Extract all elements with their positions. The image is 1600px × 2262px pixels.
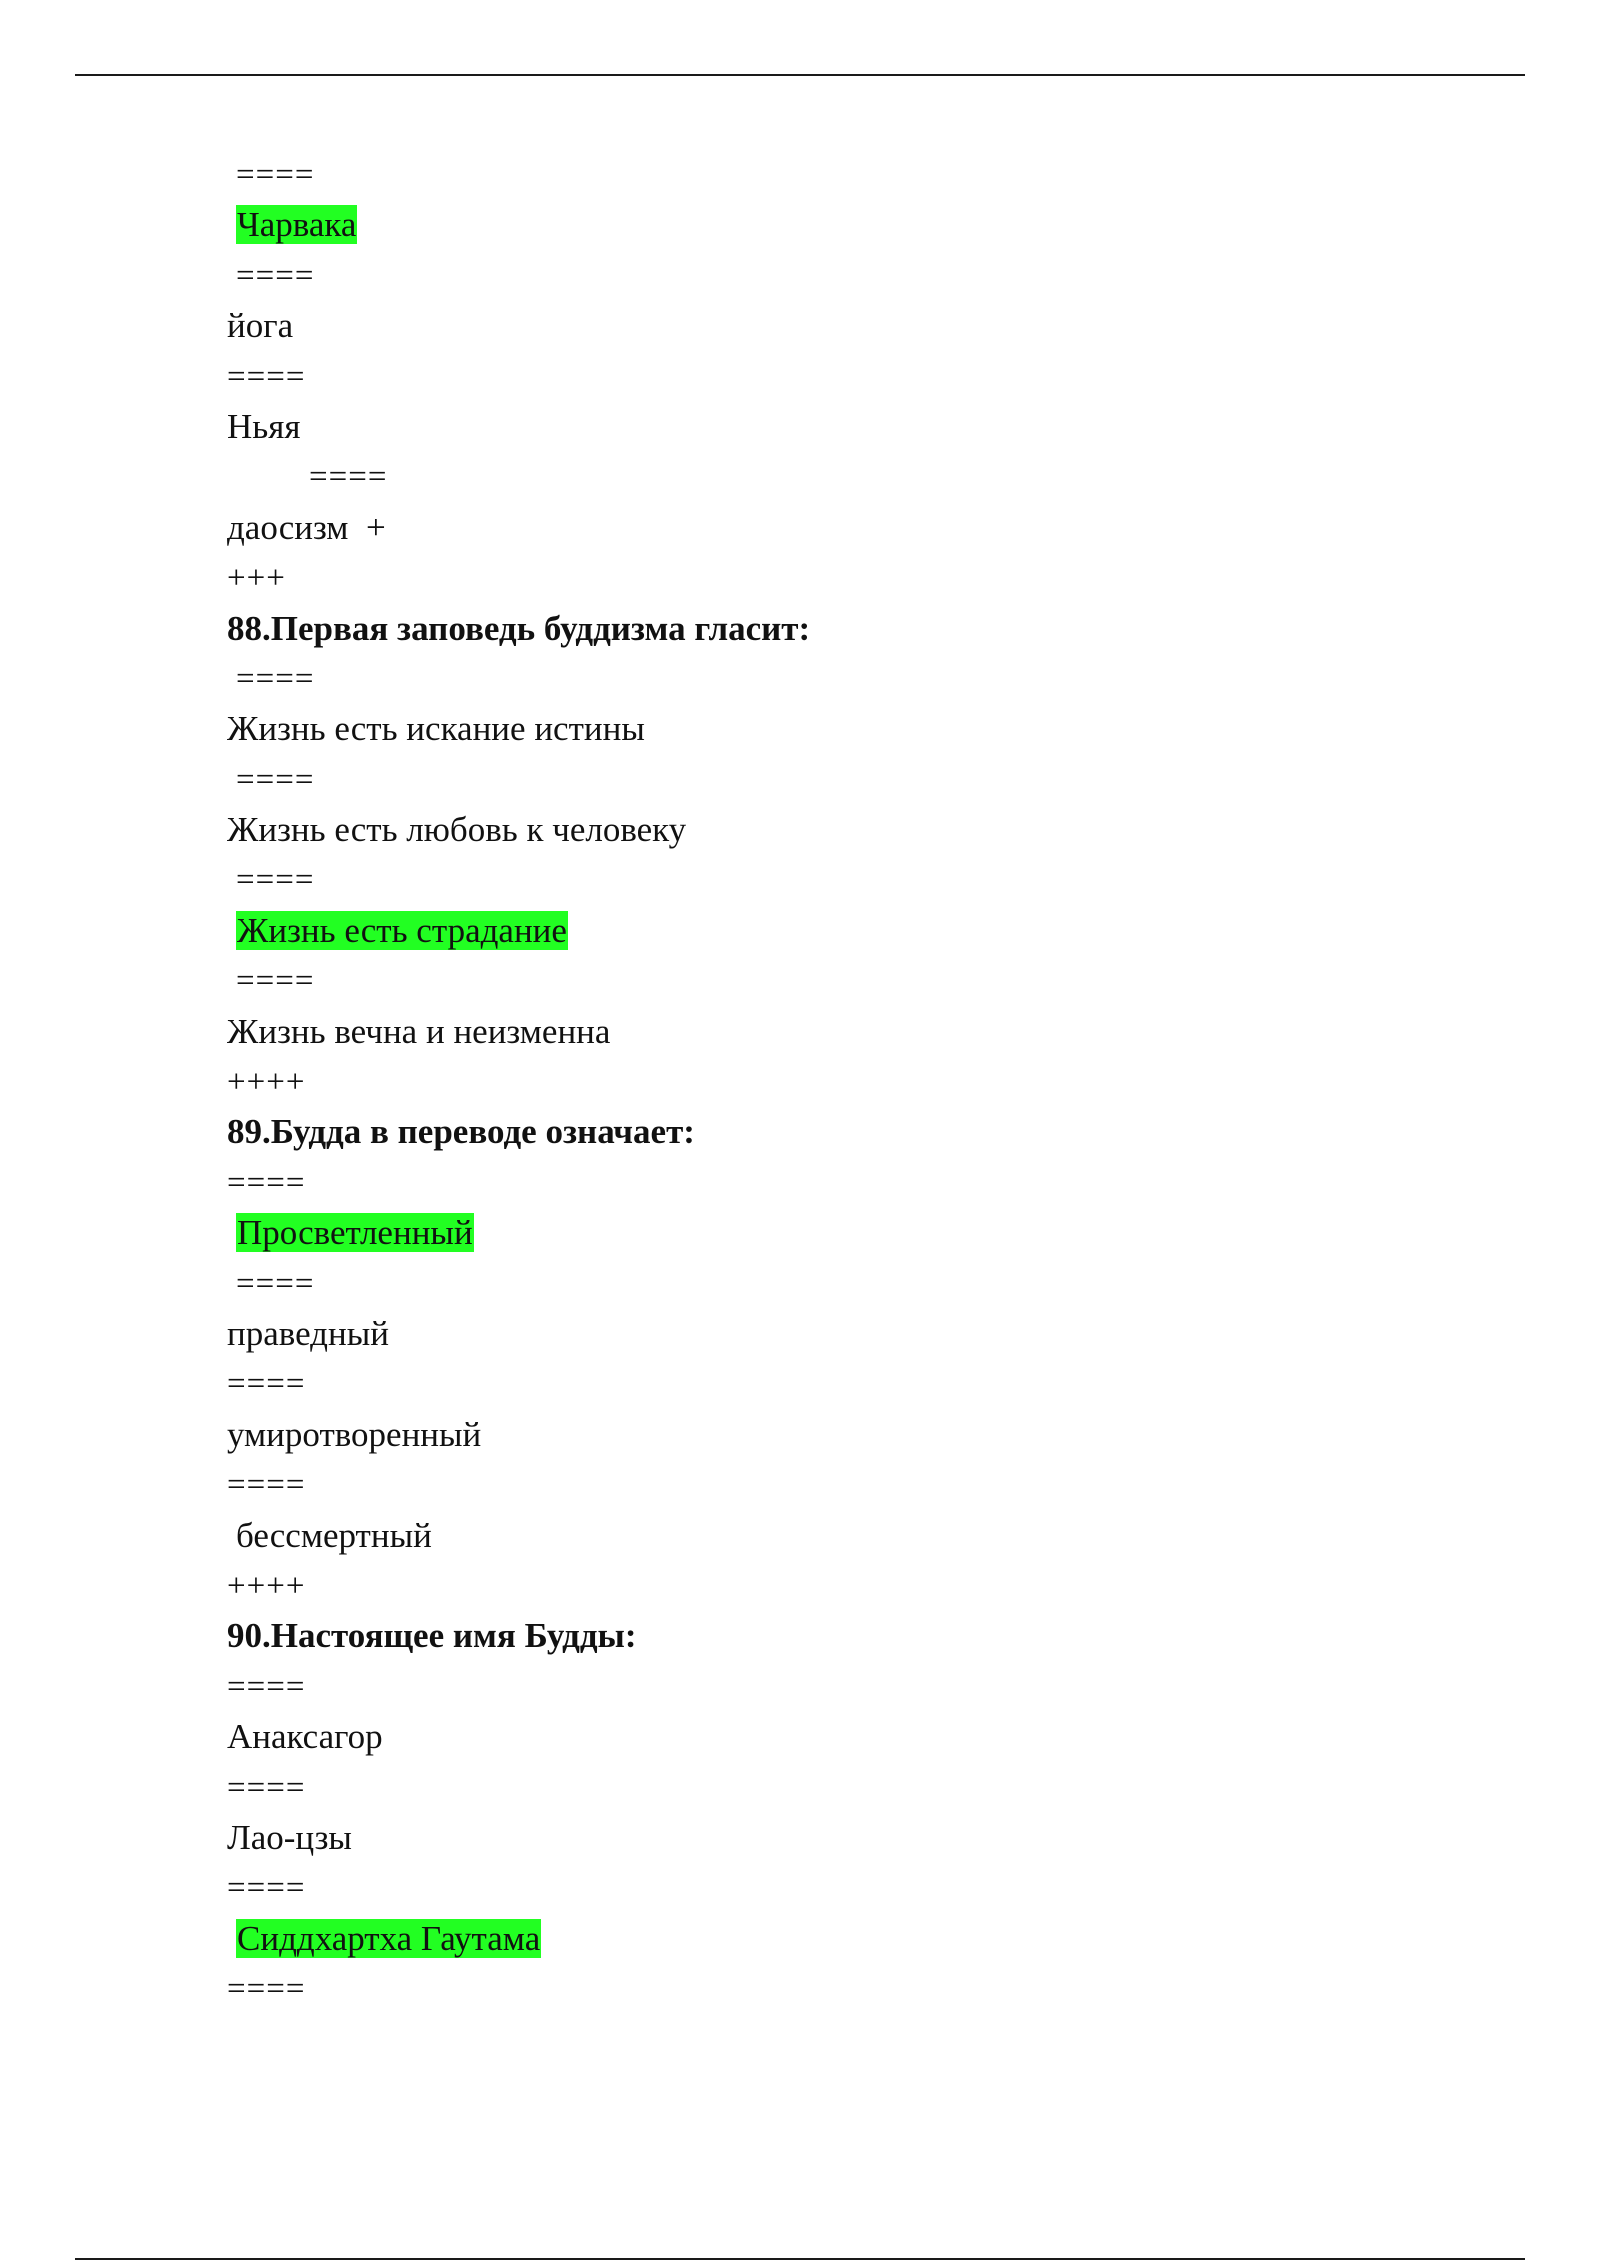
line-text: ====: [227, 1467, 306, 1504]
line-text: ++++: [227, 1064, 306, 1101]
document-body: [227, 150, 1477, 2014]
line-text: ====: [227, 1769, 306, 1806]
line-text: ====: [236, 157, 315, 193]
separator-line: [227, 855, 1477, 905]
line-text: йога: [227, 306, 294, 346]
separator-line: [227, 1460, 1477, 1510]
answer-option: [227, 704, 1477, 754]
answer-option: [227, 503, 1477, 553]
separator-line: [227, 352, 1477, 402]
answer-option: [227, 1712, 1477, 1762]
separator-line: [227, 452, 1477, 502]
answer-option-highlighted: [227, 1208, 1477, 1258]
answer-option: [227, 805, 1477, 855]
line-text: ====: [227, 1870, 306, 1907]
line-text: 89.Будда в переводе означает:: [227, 1112, 695, 1152]
line-text: ++++: [227, 1567, 306, 1604]
line-text: Ньяя: [227, 406, 301, 446]
line-text: ====: [227, 1164, 306, 1201]
separator-line: [227, 150, 1477, 200]
answer-option-highlighted: [227, 906, 1477, 956]
answer-option: [227, 1007, 1477, 1057]
separator-line: [227, 1158, 1477, 1208]
separator-line: [227, 1863, 1477, 1913]
answer-option: [227, 1511, 1477, 1561]
separator-line: [227, 1964, 1477, 2014]
question-heading: [227, 1107, 1477, 1157]
separator-line: [227, 755, 1477, 805]
line-text: ====: [309, 459, 388, 496]
line-text: ====: [227, 1971, 306, 2008]
line-text: ====: [227, 1366, 306, 1403]
line-text: даосизм +: [227, 507, 386, 547]
line-text: Жизнь есть искание истины: [227, 709, 645, 749]
line-text: +++: [227, 560, 286, 597]
page-bottom-rule: [75, 2258, 1525, 2260]
page-top-rule: [75, 74, 1525, 76]
answer-option-highlighted: [227, 1914, 1477, 1964]
line-text: ====: [227, 1668, 306, 1705]
highlighted-text: Чарвака: [237, 205, 357, 245]
line-text: 90.Настоящее имя Будды:: [227, 1616, 637, 1656]
line-text: 88.Первая заповедь буддизма гласит:: [227, 608, 811, 648]
answer-option: [227, 1410, 1477, 1460]
question-heading: [227, 1611, 1477, 1661]
line-text: ====: [227, 358, 306, 395]
highlighted-text: Просветленный: [237, 1213, 473, 1253]
answer-option: [227, 301, 1477, 351]
question-heading: [227, 604, 1477, 654]
separator-line: [227, 654, 1477, 704]
line-text: Анаксагор: [227, 1717, 383, 1757]
line-text: праведный: [227, 1313, 389, 1353]
highlighted-text: Сиддхартха Гаутама: [237, 1918, 541, 1958]
line-text: ====: [236, 257, 315, 294]
line-text: ====: [236, 963, 315, 1000]
separator-line: [227, 251, 1477, 301]
line-text: ====: [236, 761, 315, 798]
line-text: Лао-цзы: [227, 1817, 352, 1857]
line-text: ====: [236, 1265, 315, 1302]
answer-option-highlighted: [227, 200, 1477, 250]
separator-line: [227, 1662, 1477, 1712]
separator-line: [227, 1561, 1477, 1611]
separator-line: [227, 553, 1477, 603]
answer-option: [227, 402, 1477, 452]
line-text: бессмертный: [236, 1515, 432, 1555]
highlighted-text: Жизнь есть страдание: [237, 910, 567, 950]
answer-option: [227, 1309, 1477, 1359]
line-text: Жизнь вечна и неизменна: [227, 1011, 611, 1051]
separator-line: [227, 956, 1477, 1006]
answer-option: [227, 1813, 1477, 1863]
separator-line: [227, 1057, 1477, 1107]
line-text: Жизнь есть любовь к человеку: [227, 810, 687, 850]
separator-line: [227, 1763, 1477, 1813]
line-text: ====: [236, 862, 315, 899]
separator-line: [227, 1359, 1477, 1409]
line-text: ====: [236, 660, 315, 697]
separator-line: [227, 1259, 1477, 1309]
line-text: умиротворенный: [227, 1414, 482, 1454]
